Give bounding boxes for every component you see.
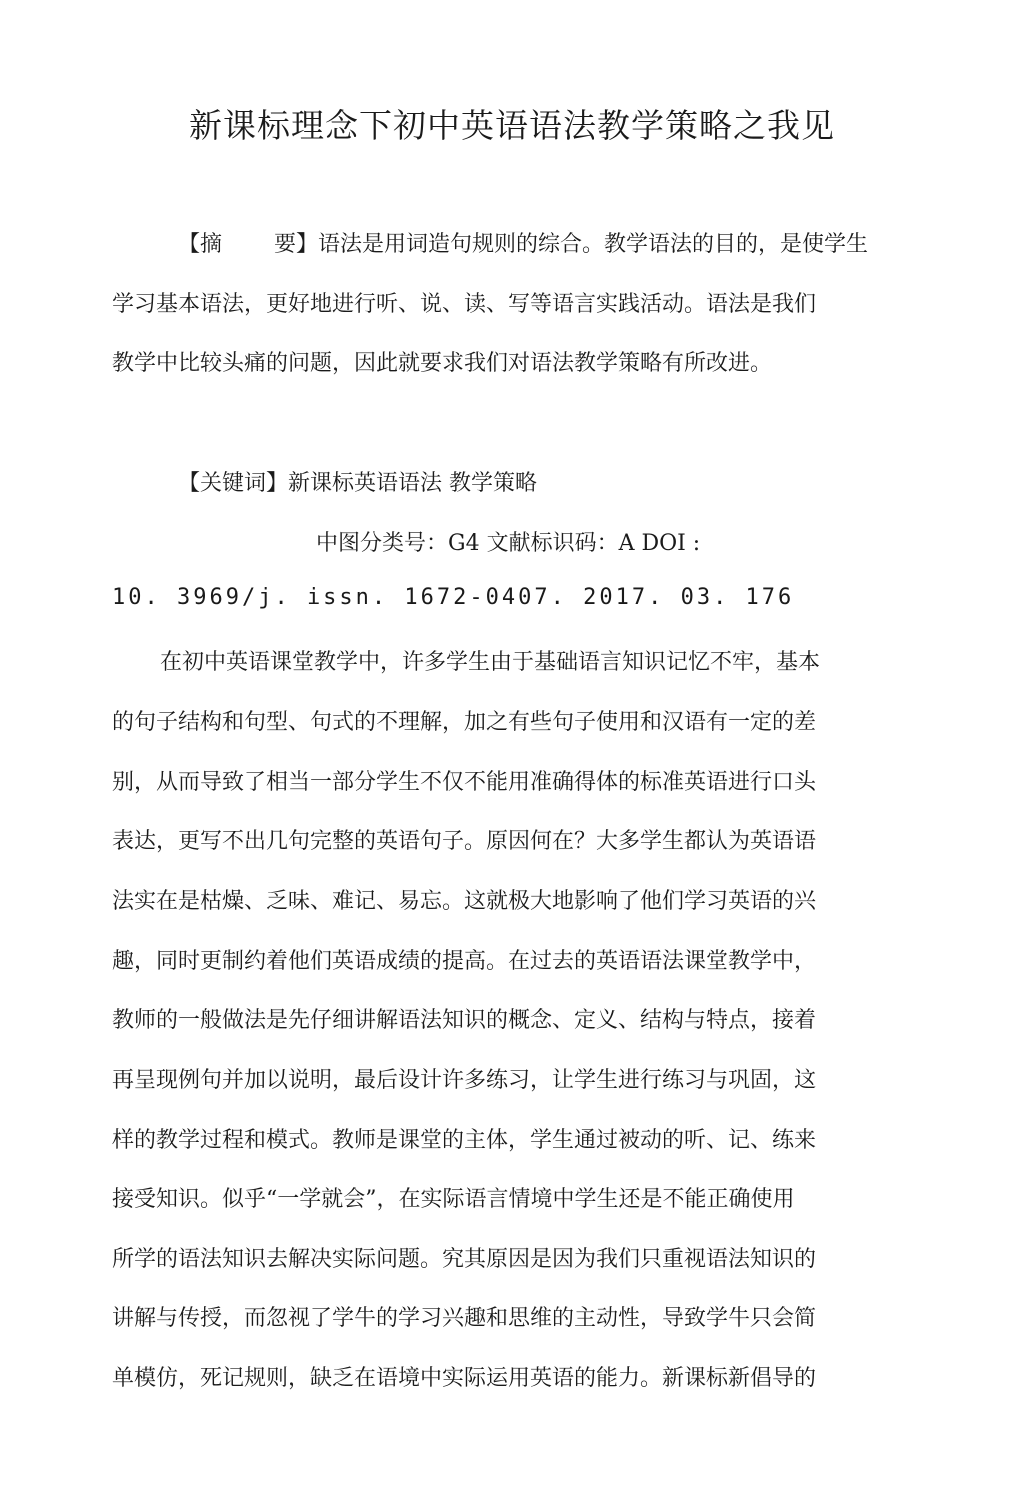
body-line-10: 接受知识。似乎“一学就会”，在实际语言情境中学生还是不能正确使用 [112,1187,795,1212]
document-title: 新课标理念下初中英语语法教学策略之我见 [189,106,835,145]
body-line-12: 讲解与传授，而忽视了学牛的学习兴趣和思维的主动性，导致学牛只会简 [112,1306,817,1331]
body-line-9: 样的教学过程和模式。教师是课堂的主体，学生通过被动的听、记、练来 [112,1128,817,1153]
classification-line-1: 中图分类号：G4 文献标识码：A DOI : [316,531,701,556]
body-line-1: 在初中英语课堂教学中，许多学生由于基础语言知识记忆不牢，基本 [160,650,821,675]
body-line-5: 法实在是枯燥、乏味、难记、易忘。这就极大地影响了他们学习英语的兴 [112,889,817,914]
keywords-line [178,466,537,497]
body-line-3: 别，从而导致了相当一部分学生不仅不能用准确得体的标准英语进行口头 [112,770,817,795]
body-line-4: 表达，更写不出几句完整的英语句子。原因何在？大多学生都认为英语语 [112,829,817,854]
doi-line: 10. 3969/j. issn. 1672-0407. 2017. 03. 176 [112,585,795,610]
abstract-label-close: 要】 [274,232,319,257]
body-line-6: 趣，同时更制约着他们英语成绩的提高。在过去的英语语法课堂教学中， [112,949,817,974]
abstract-text-1: 语法是用词造句规则的综合。教学语法的目的，是使学生 [318,232,869,257]
body-line-2: 的句子结构和句型、句式的不理解，加之有些句子使用和汉语有一定的差 [112,710,817,735]
body-line-13: 单模仿，死记规则，缺乏在语境中实际运用英语的能力。新课标新倡导的 [112,1366,817,1391]
body-line-7: 教师的一般做法是先仔细讲解语法知识的概念、定义、结构与特点，接着 [112,1008,817,1033]
keywords-label: 【关键词】 [178,471,289,496]
body-line-11: 所学的语法知识去解决实际问题。究其原因是因为我们只重视语法知识的 [112,1247,817,1272]
abstract-line-3: 教学中比较头痛的问题，因此就要求我们对语法教学策略有所改进。 [112,351,773,376]
body-line-8: 再呈现例句并加以说明，最后设计许多练习，让学生进行练习与巩固，这 [112,1068,817,1093]
abstract-label-open: 【摘 [178,232,223,257]
keywords-text: 新课标英语语法 教学策略 [288,471,538,496]
abstract-line-2: 学习基本语法，更好地进行听、说、读、写等语言实践活动。语法是我们 [112,292,817,317]
abstract-line-1 [178,227,868,258]
